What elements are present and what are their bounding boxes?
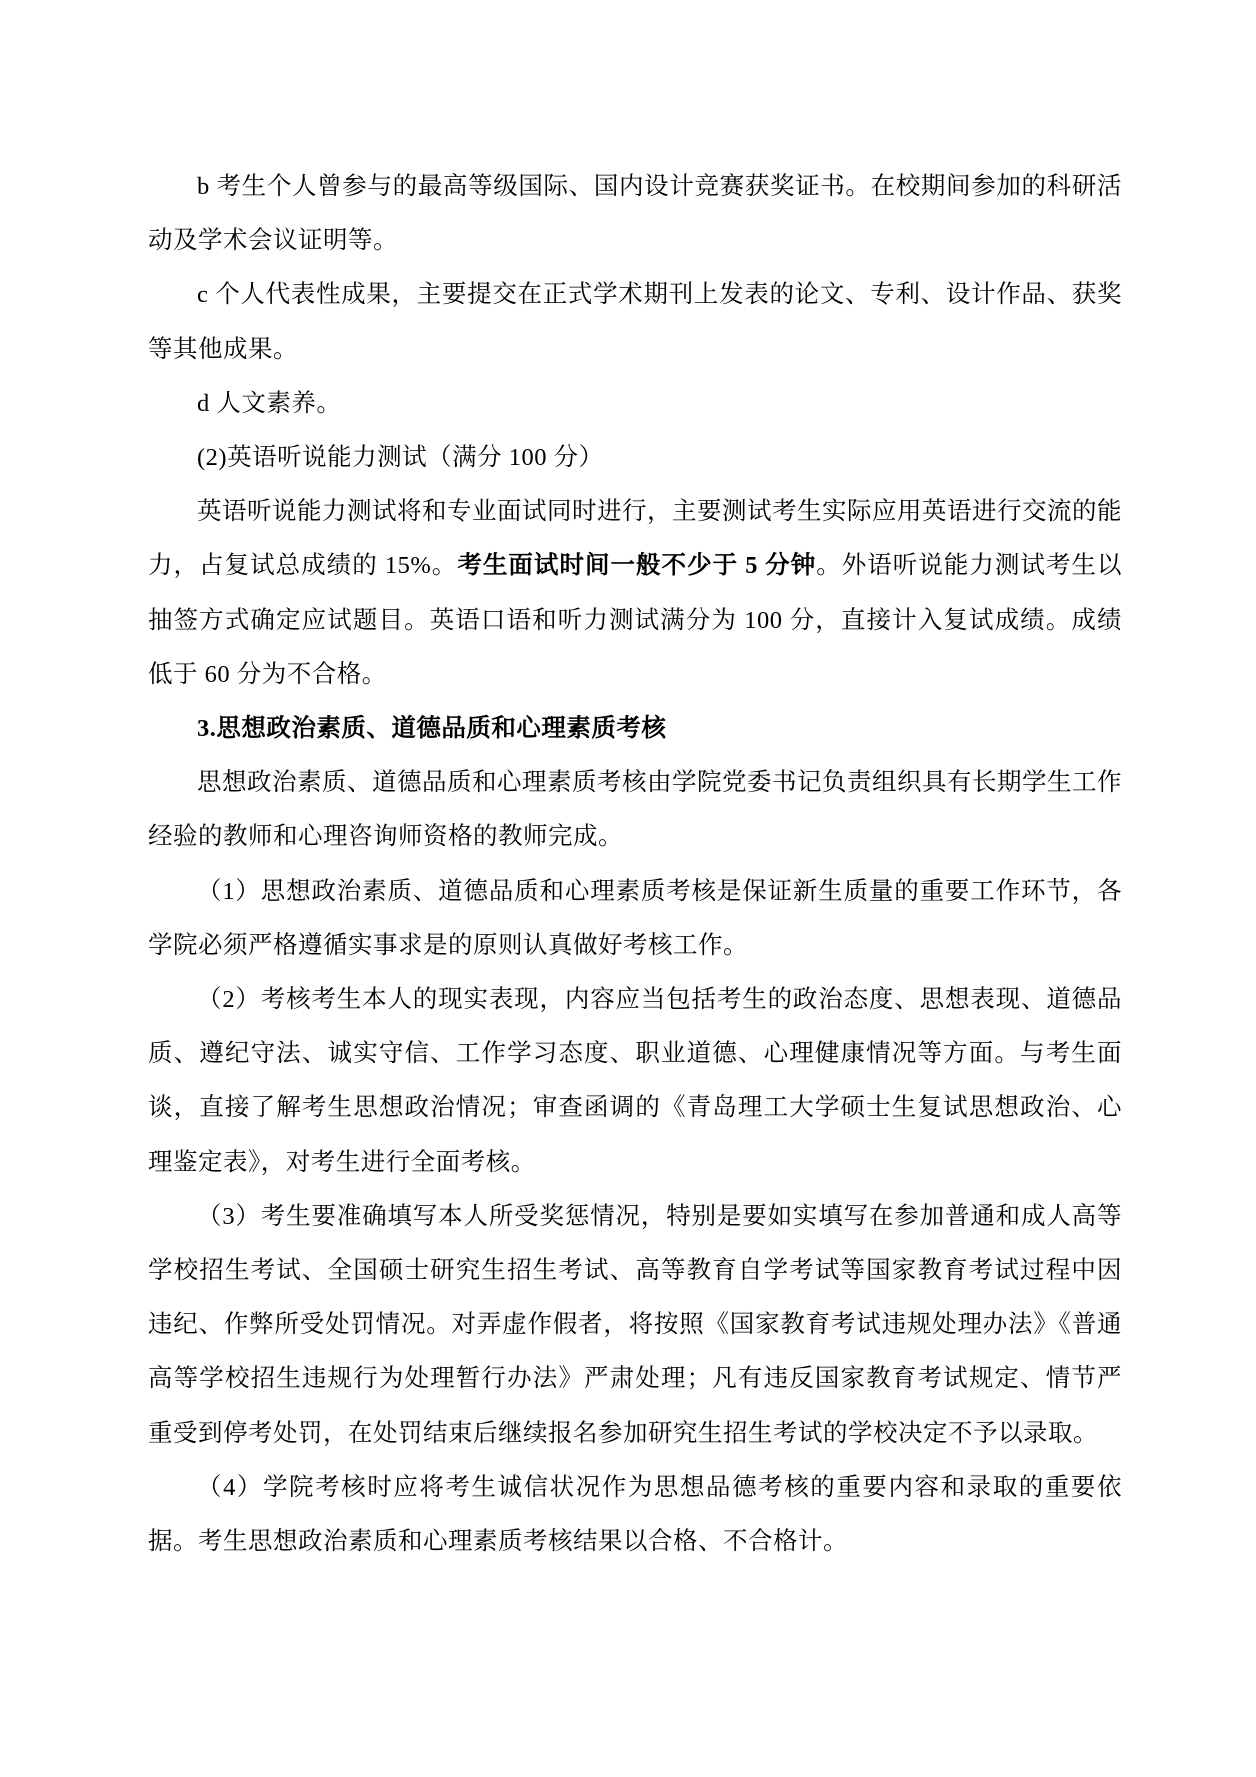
paragraph — [148, 1190, 1122, 1461]
text-run: 思想政治素质、道德品质和心理素质考核由学院党委书记负责组织具有长期学生工作经验的教师和心理咨询师资格的教师完成。 — [148, 769, 1122, 851]
paragraph — [148, 973, 1122, 1190]
text-run: （1）思想政治素质、道德品质和心理素质考核是保证新生质量的重要工作环节，各学院必须严格遵循实事求是的原则认真做好考核工作。 — [148, 877, 1122, 959]
paragraph — [148, 1461, 1122, 1569]
text-run: d 人文素养。 — [197, 389, 342, 417]
text-run: 。外语听说能力测试考生以抽签方式确定应试题目。英语口语和听力测试满分为 100 分，直接计入复试成绩。成绩低于 60 分为不合格。 — [148, 552, 1122, 688]
text-run: （3）考生要准确填写本人所受奖惩情况，特别是要如实填写在参加普通和成人高等学校招生考试、全国硕士研究生招生考试、高等教育自学考试等国家教育考试过程中因违纪、作弊所受处罚情况。对弄虚作假者，将按照《国家教育考试违规处理办法》《普通高等学校招生违规行为处理暂行办法》严肃处理；凡有违反国家教育考试规定、情节严重受到停考处罚，在处罚结束后继续报名参加研究生招生考试的学校决定不予以录取。 — [148, 1202, 1122, 1447]
paragraph — [148, 756, 1122, 864]
text-run: （2）考核考生本人的现实表现，内容应当包括考生的政治态度、思想表现、道德品质、遵纪守法、诚实守信、工作学习态度、职业道德、心理健康情况等方面。与考生面谈，直接了解考生思想政治情况；审查函调的《青岛理工大学硕士生复试思想政治、心理鉴定表》，对考生进行全面考核。 — [148, 986, 1122, 1176]
bold-text-run: 考生面试时间一般不少于 5 分钟 — [457, 552, 817, 580]
bold-text-run: 3.思想政治素质、道德品质和心理素质考核 — [197, 715, 667, 743]
paragraph — [148, 377, 1122, 431]
text-run: b 考生个人曾参与的最高等级国际、国内设计竞赛获奖证书。在校期间参加的科研活动及学术会议证明等。 — [148, 173, 1122, 255]
section-heading — [148, 702, 1122, 756]
text-run: (2)英语听说能力测试（满分 100 分） — [197, 444, 604, 472]
paragraph — [148, 485, 1122, 702]
paragraph — [148, 431, 1122, 485]
paragraph — [148, 268, 1122, 376]
text-run: c 个人代表性成果，主要提交在正式学术期刊上发表的论文、专利、设计作品、获奖等其他成果。 — [148, 281, 1122, 363]
paragraph — [148, 160, 1122, 268]
text-run: 英语听说能力测试将和专业面试同时进行，主要测试考生实际应用英语进行交流的能力，占复试总成绩的 15%。 — [148, 498, 1122, 580]
text-run: （4）学院考核时应将考生诚信状况作为思想品德考核的重要内容和录取的重要依据。考生思想政治素质和心理素质考核结果以合格、不合格计。 — [148, 1473, 1122, 1556]
paragraph — [148, 865, 1122, 973]
document-body — [148, 160, 1122, 1569]
